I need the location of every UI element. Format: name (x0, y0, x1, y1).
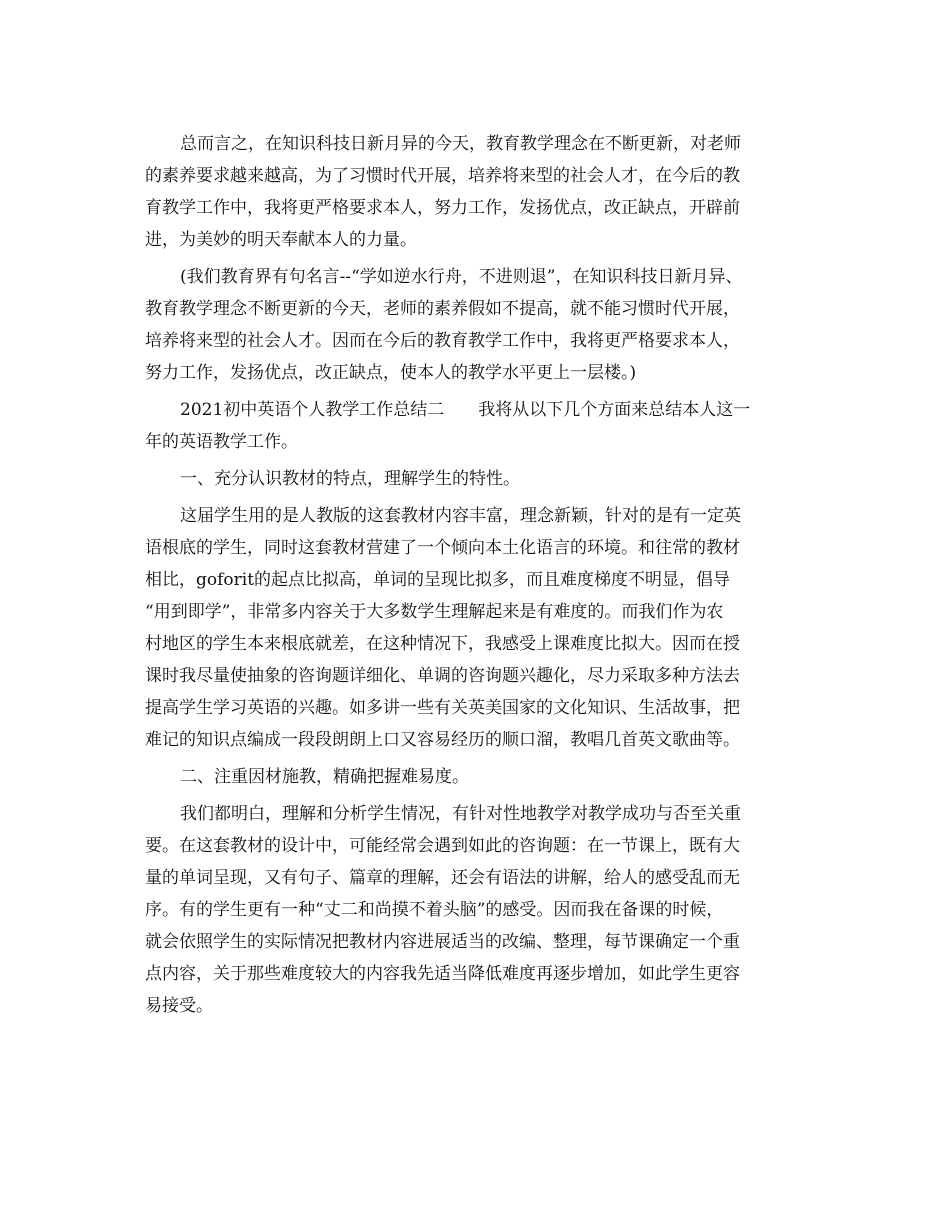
text-line: 培养将来型的社会人才。因而在今后的教育教学工作中，我将更严格要求本人， (145, 331, 740, 351)
text-line: 提高学生学习英语的兴趣。如多讲一些有关英美国家的文化知识、生活故事，把 (145, 698, 740, 718)
text-line: 相比，goforit的起点比拟高，单词的呈现比拟多，而且难度梯度不明显，倡导 (145, 570, 731, 590)
text-line: 一、充分认识教材的特点，理解学生的特性。 (180, 469, 520, 489)
text-line: 2021初中英语个人教学工作总结二 我将从以下几个方面来总结本人这一 (180, 400, 751, 420)
text-line: 教育教学理念不断更新的今天，老师的素养假如不提高，就不能习惯时代开展， (145, 299, 740, 319)
text-line: 我们都明白，理解和分析学生情况，有针对性地教学对教学成功与否至关重 (180, 804, 741, 824)
text-line: 语根底的学生，同时这套教材营建了一个倾向本土化语言的环境。和往常的教材 (145, 538, 740, 558)
paragraph-quote (145, 261, 825, 389)
text-line: 育教学工作中，我将更严格要求本人，努力工作，发扬优点，改正缺点，开辟前 (145, 198, 740, 218)
text-line: “用到即学”，非常多内容关于大多数学生理解起来是有难度的。而我们作为农 (145, 602, 724, 622)
text-line: 二、注重因材施教，精确把握难易度。 (180, 767, 469, 787)
text-line: 进，为美妙的明天奉献本人的力量。 (145, 230, 417, 250)
paragraph-teaching (145, 798, 825, 1022)
paragraph-heading-one (145, 463, 825, 495)
text-line: 要。在这套教材的设计中，可能经常会遇到如此的咨询题：在一节课上，既有大 (145, 836, 740, 856)
text-line: 易接受。 (145, 996, 213, 1016)
text-line: 课时我尽量使抽象的咨询题详细化、单调的咨询题兴趣化，尽力采取多种方法去 (145, 666, 740, 686)
text-line: 就会依照学生的实际情况把教材内容进展适当的改编、整理，每节课确定一个重 (145, 932, 740, 952)
text-line: 难记的知识点编成一段段朗朗上口又容易经历的顺口溜，教唱几首英文歌曲等。 (145, 730, 740, 750)
text-line: 点内容，关于那些难度较大的内容我先适当降低难度再逐步增加，如此学生更容 (145, 964, 740, 984)
document-body (145, 128, 825, 1027)
text-line: 村地区的学生本来根底就差，在这种情况下，我感受上课难度比拟大。因而在授 (145, 634, 740, 654)
paragraph-heading-two (145, 761, 825, 793)
text-line: 序。有的学生更有一种“丈二和尚摸不着头脑”的感受。因而我在备课的时候， (145, 900, 724, 920)
text-line: 量的单词呈现，又有句子、篇章的理解，还会有语法的讲解，给人的感受乱而无 (145, 868, 740, 888)
text-line: 总而言之，在知识科技日新月异的今天，教育教学理念在不断更新，对老师 (180, 134, 741, 154)
paragraph-textbook (145, 500, 825, 756)
text-line: 努力工作，发扬优点，改正缺点，使本人的教学水平更上一层楼。) (145, 363, 637, 383)
paragraph-summary (145, 128, 825, 256)
text-line: 的素养要求越来越高，为了习惯时代开展，培养将来型的社会人才，在今后的教 (145, 166, 740, 186)
text-line: (我们教育界有句名言--“学如逆水行舟，不进则退”，在知识科技日新月异、 (180, 267, 743, 287)
paragraph-section-title (145, 394, 825, 458)
text-line: 年的英语教学工作。 (145, 432, 298, 452)
text-line: 这届学生用的是人教版的这套教材内容丰富，理念新颖，针对的是有一定英 (180, 506, 741, 526)
